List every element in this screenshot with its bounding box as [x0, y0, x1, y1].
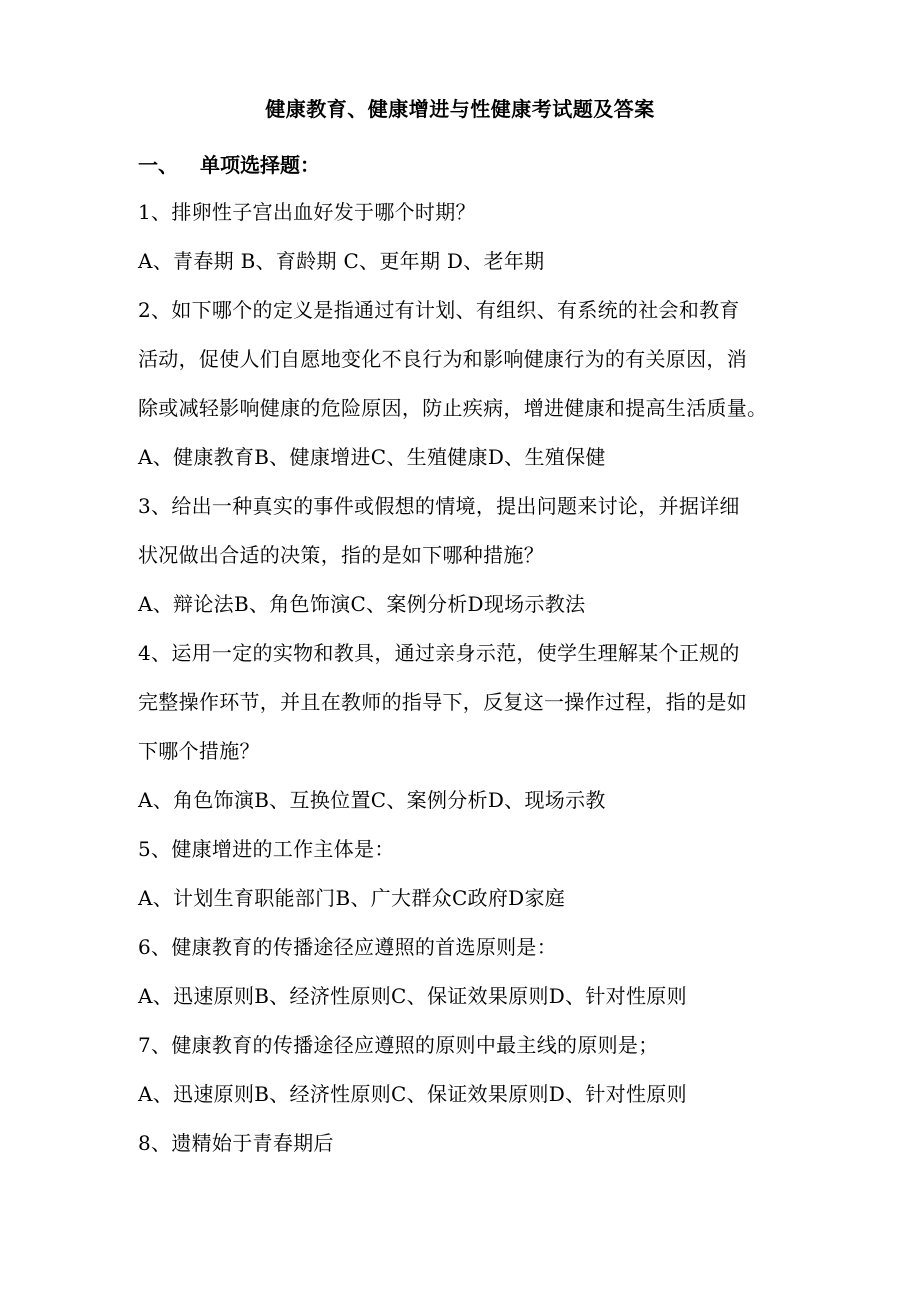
- question-4-options: A、角色饰演B、互换位置C、案例分析D、现场示教: [138, 788, 606, 812]
- section-number: 一、: [138, 153, 178, 177]
- question-5-options: A、计划生育职能部门B、广大群众C政府D家庭: [138, 886, 566, 910]
- question-4-text-line-2: 完整操作环节，并且在教师的指导下，反复这一操作过程，指的是如: [138, 690, 747, 714]
- section-heading: [138, 150, 320, 180]
- question-1-text: 1、排卵性子宫出血好发于哪个时期？: [138, 200, 476, 224]
- question-3-options: A、辩论法B、角色饰演C、案例分析D现场示教法: [138, 592, 586, 616]
- question-5-text: 5、健康增进的工作主体是：: [138, 837, 395, 861]
- section-label: 单项选择题：: [200, 153, 320, 177]
- question-2-text-line-1: 2、如下哪个的定义是指通过有计划、有组织、有系统的社会和教育: [138, 298, 740, 322]
- question-2-text-line-3: 除或减轻影响健康的危险原因，防止疾病，增进健康和提高生活质量。: [138, 396, 768, 420]
- question-2-options: A、健康教育B、健康增进C、生殖健康D、生殖保健: [138, 445, 606, 469]
- question-2-text-line-2: 活动，促使人们自愿地变化不良行为和影响健康行为的有关原因，消: [138, 347, 747, 371]
- question-4-text-line-3: 下哪个措施？: [138, 739, 260, 763]
- question-list: [138, 197, 798, 1177]
- question-4-text-line-1: 4、运用一定的实物和教具，通过亲身示范，使学生理解某个正规的: [138, 641, 740, 665]
- question-1-options: A、青春期 B、育龄期 C、更年期 D、老年期: [138, 249, 545, 273]
- question-3-text-line-1: 3、给出一种真实的事件或假想的情境，提出问题来讨论，并据详细: [138, 494, 740, 518]
- document-title: 健康教育、健康增进与性健康考试题及答案: [265, 97, 655, 121]
- question-3-text-line-2: 状况做出合适的决策，指的是如下哪种措施？: [138, 543, 544, 567]
- question-8-text: 8、遗精始于青春期后: [138, 1131, 334, 1155]
- question-7-text: 7、健康教育的传播途径应遵照的原则中最主线的原则是；: [138, 1033, 659, 1057]
- question-6-text: 6、健康教育的传播途径应遵照的首选原则是：: [138, 935, 558, 959]
- question-6-options: A、迅速原则B、经济性原则C、保证效果原则D、针对性原则: [138, 984, 687, 1008]
- question-7-options: A、迅速原则B、经济性原则C、保证效果原则D、针对性原则: [138, 1082, 687, 1106]
